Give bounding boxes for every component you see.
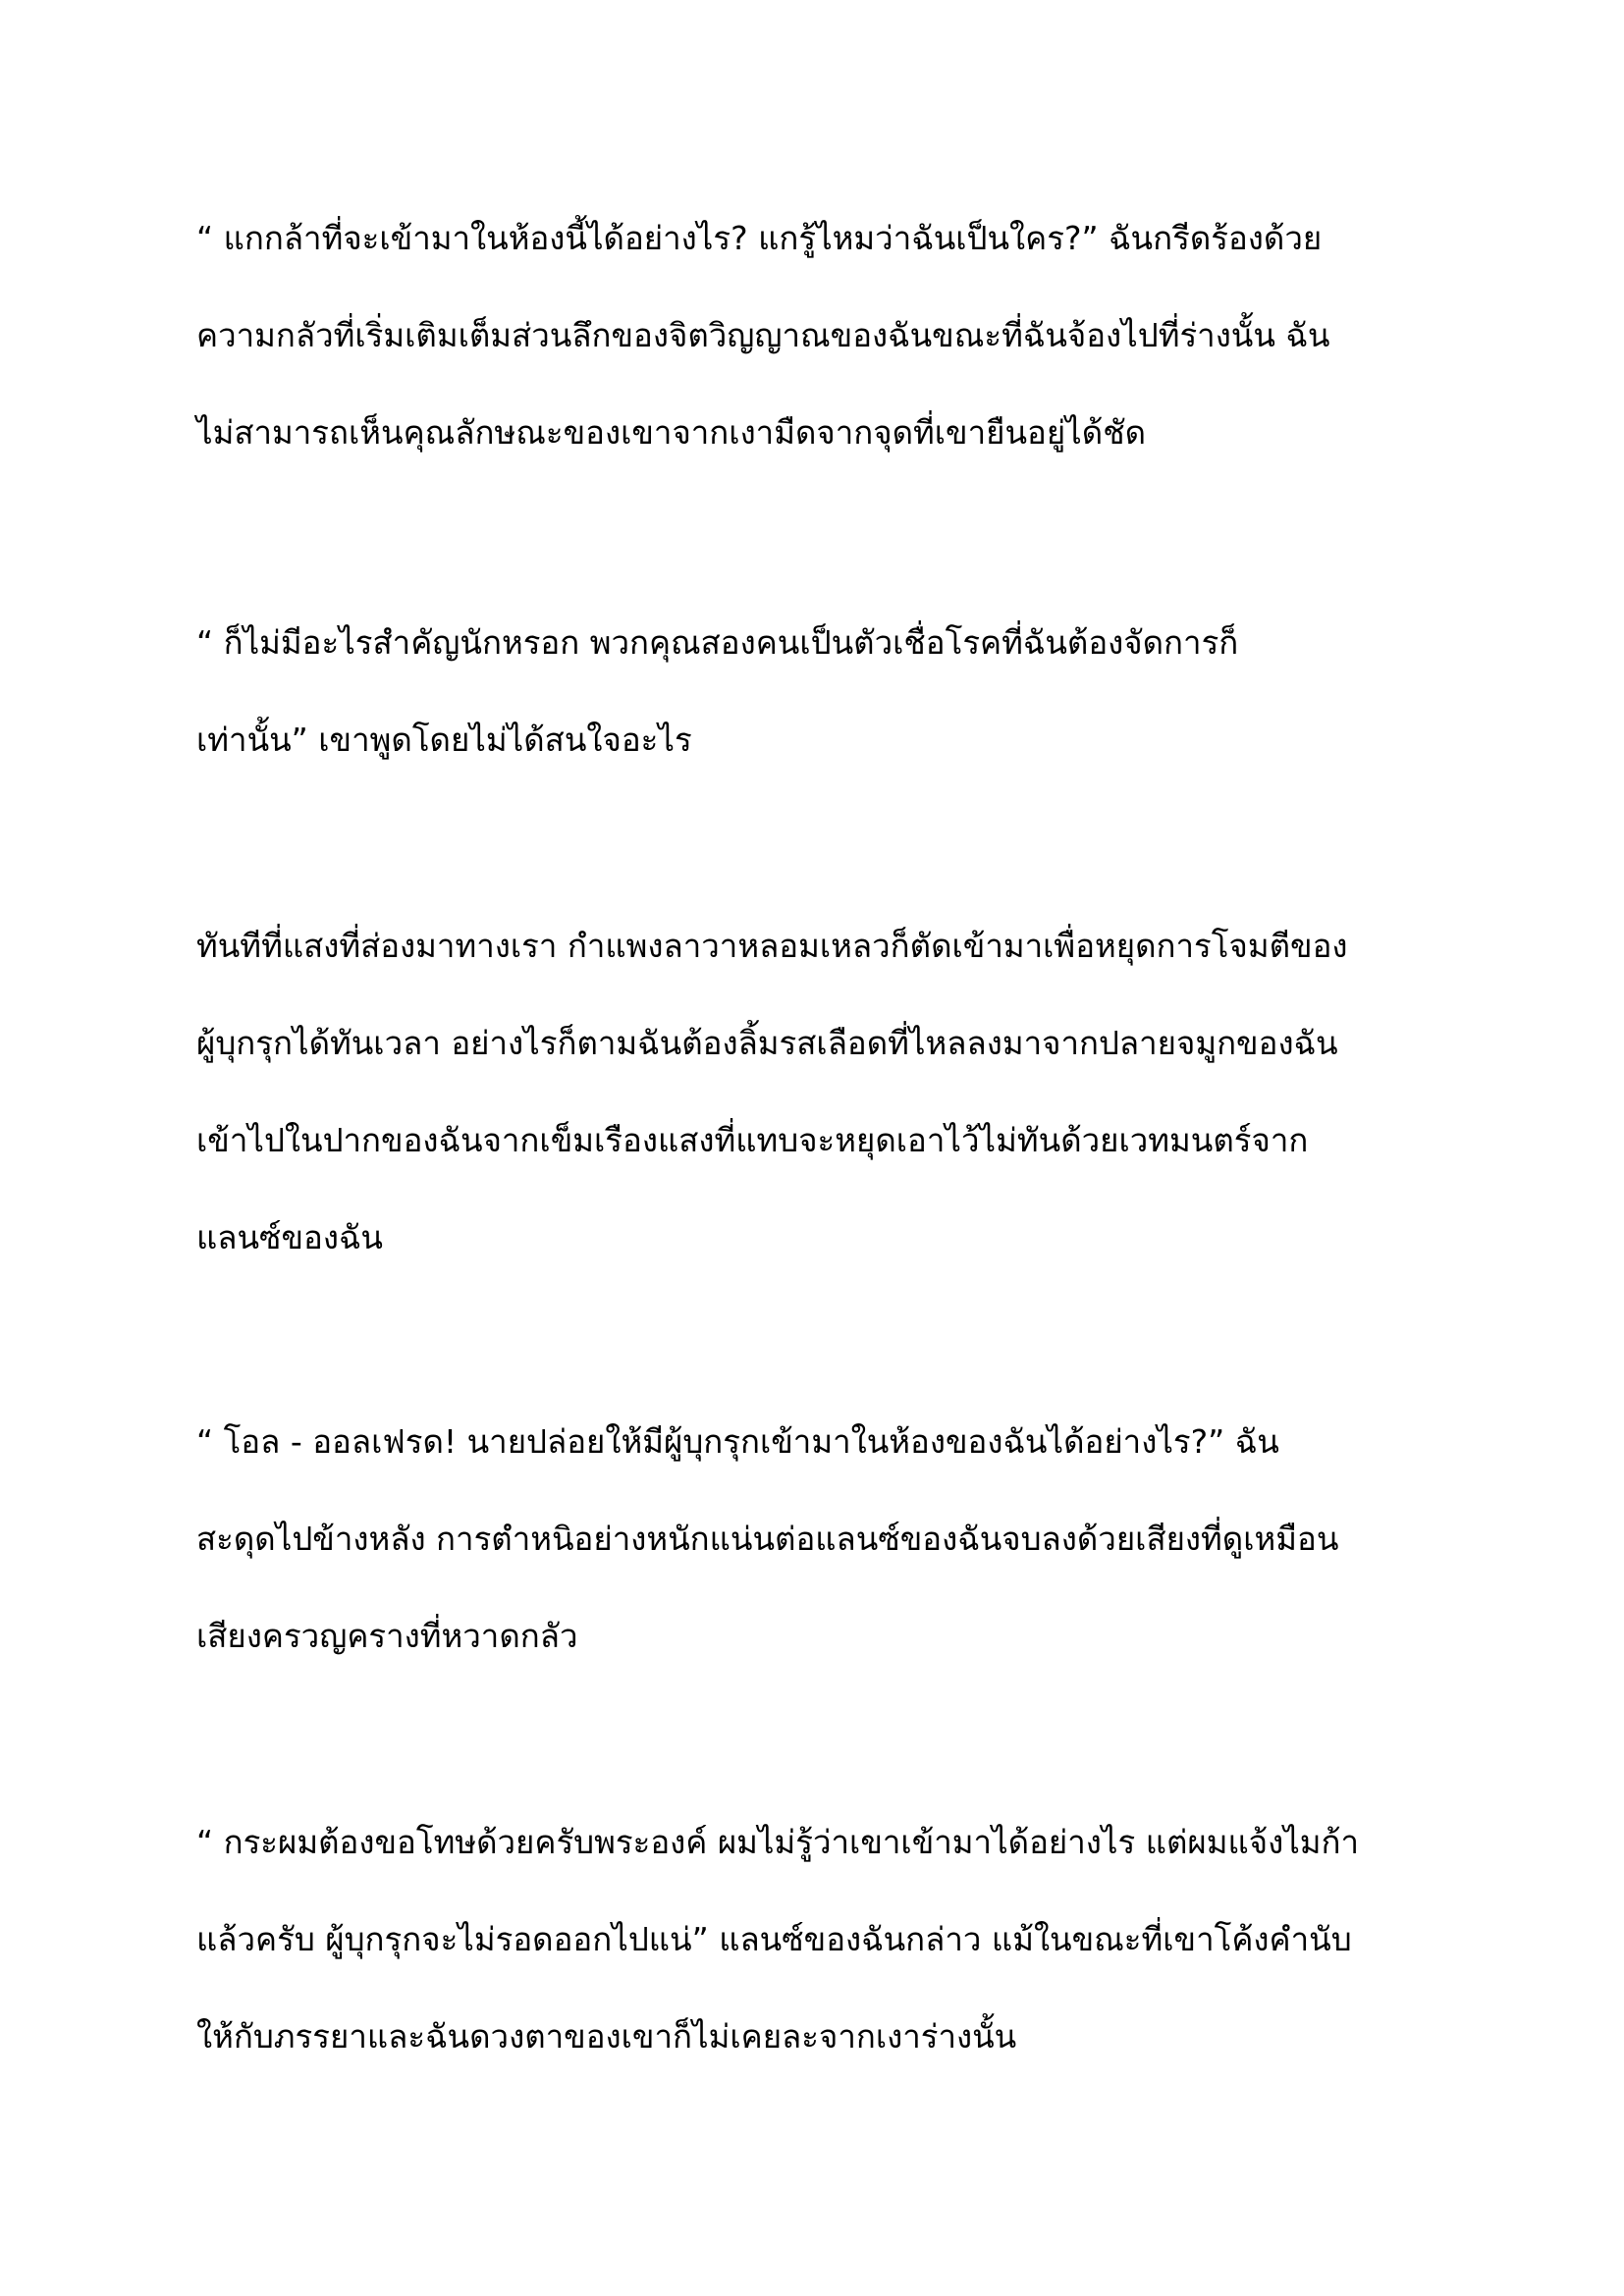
paragraph-5 <box>196 1793 1434 2085</box>
paragraph-1 <box>196 189 1434 481</box>
text-line: “ กระผมต้องขอโทษด้วยครับพระองค์ ผมไม่รู้ว่าเขาเข้ามาได้อย่างไร แต่ผมแจ้งไมก้า <box>196 1823 1360 1861</box>
paragraph-2 <box>196 594 1434 788</box>
text-line: ไม่สามารถเห็นคุณลักษณะของเขาจากเงามืดจากจุดที่เขายืนอยู่ได้ชัด <box>196 413 1147 452</box>
text-line: แลนซ์ของฉัน <box>196 1218 383 1256</box>
text-line: เสียงครวญครางที่หวาดกลัว <box>196 1617 578 1655</box>
text-line: แล้วครับ ผู้บุกรุกจะไม่รอดออกไปแน่” แลนซ์ของฉันกล่าว แม้ในขณะที่เขาโค้งคำนับ <box>196 1920 1352 1958</box>
text-line: เข้าไปในปากของฉันจากเข็มเรืองแสงที่แทบจะหยุดเอาไว้ไม่ทันด้วยเวทมนตร์จาก <box>196 1121 1309 1159</box>
text-line: “ ก็ไม่มีอะไรสำคัญนักหรอก พวกคุณสองคนเป็นตัวเชื่อโรคที่ฉันต้องจัดการก็ <box>196 623 1239 662</box>
text-line: สะดุดไปข้างหลัง การตำหนิอย่างหนักแน่นต่อแลนซ์ของฉันจบลงด้วยเสียงที่ดูเหมือน <box>196 1520 1339 1558</box>
text-line: “ โอล - ออลเฟรด! นายปล่อยให้มีผู้บุกรุกเข้ามาในห้องของฉันได้อย่างไร?” ฉัน <box>196 1422 1279 1461</box>
text-line: ให้กับภรรยาและฉันดวงตาของเขาก็ไม่เคยละจากเงาร่างนั้น <box>196 2017 1017 2056</box>
text-line: “ แกกล้าที่จะเข้ามาในห้องนี้ได้อย่างไร? แกรู้ไหมว่าฉันเป็นใคร?” ฉันกรีดร้องด้วย <box>196 219 1323 257</box>
text-line: ผู้บุกรุกได้ทันเวลา อย่างไรก็ตามฉันต้องลิ้มรสเลือดที่ไหลลงมาจากปลายจมูกของฉัน <box>196 1024 1338 1062</box>
text-line: ความกลัวที่เริ่มเติมเต็มส่วนลึกของจิตวิญญาณของฉันขณะที่ฉันจ้องไปที่ร่างนั้น ฉัน <box>196 316 1330 354</box>
text-line: ทันทีที่แสงที่ส่องมาทางเรา กำแพงลาวาหลอมเหลวก็ตัดเข้ามาเพื่อหยุดการโจมตีของ <box>196 927 1348 965</box>
paragraph-3 <box>196 897 1434 1286</box>
paragraph-4 <box>196 1393 1434 1684</box>
text-line: เท่านั้น” เขาพูดโดยไม่ได้สนใจอะไร <box>196 721 692 759</box>
